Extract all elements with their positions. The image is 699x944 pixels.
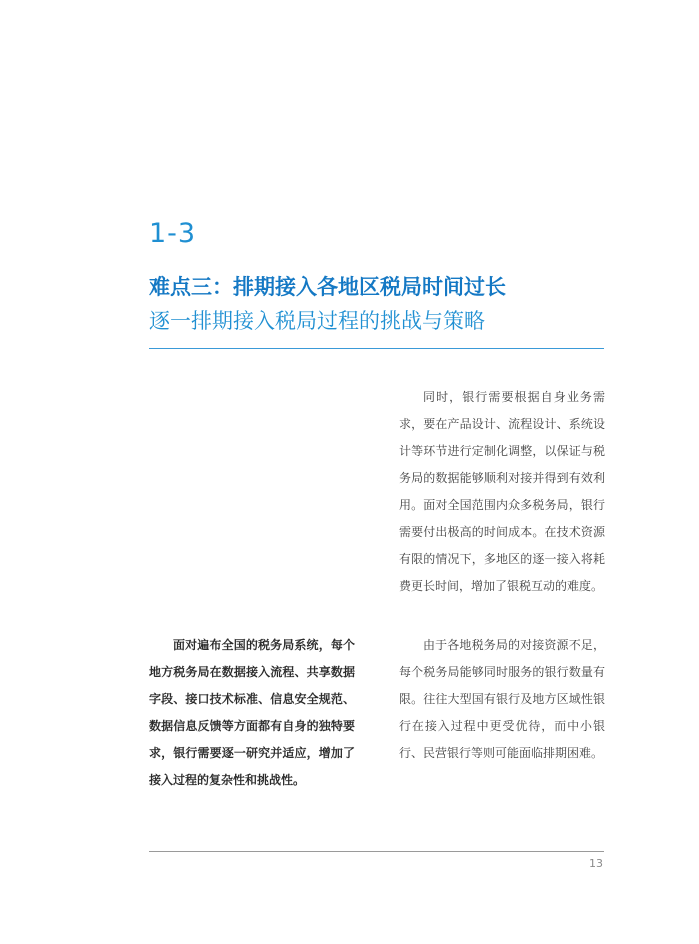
section-title: 难点三：排期接入各地区税局时间过长 [149,275,506,299]
title-divider [149,348,604,349]
section-subtitle: 逐一排期接入税局过程的挑战与策略 [149,309,485,333]
right-paragraph-1: 同时，银行需要根据自身业务需求，要在产品设计、流程设计、系统设计等环节进行定制化调整，以保证与税务局的数据能够顺利对接并得到有效利用。面对全国范围内众多税务局，银行需要付出极高的时间成本。在技术资源有限的情况下，多地区的逐一接入将耗费更长时间，增加了银税互动的难度。 [399,390,605,593]
section-number: 1-3 [149,218,197,249]
footer-divider [149,851,604,852]
left-paragraph-highlight: 面对遍布全国的税务局系统，每个地方税务局在数据接入流程、共享数据字段、接口技术标准、信息安全规范、数据信息反馈等方面都有自身的独特要求，银行需要逐一研究并适应，增加了接入过程的复杂性和挑战性。 [149,638,355,787]
right-paragraph-2: 由于各地税务局的对接资源不足，每个税务局能够同时服务的银行数量有限。往往大型国有银行及地方区域性银行在接入过程中更受优待，而中小银行、民营银行等则可能面临排期困难。 [399,638,605,760]
page-number: 13 [589,857,603,870]
